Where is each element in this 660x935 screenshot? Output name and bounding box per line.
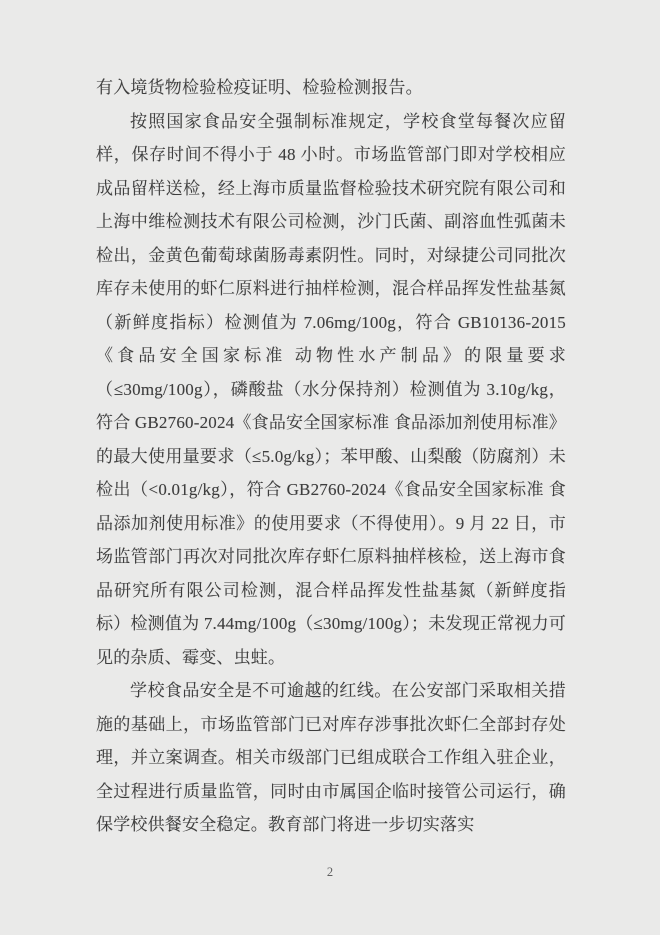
paragraph: 学校食品安全是不可逾越的红线。在公安部门采取相关措施的基础上，市场监管部门已对库存涉事批次虾仁全部封存处理，并立案调查。相关市级部门已组成联合工作组入驻企业，全过程进行质量监管，同时由市属国企临时接管公司运行，确保学校供餐安全稳定。教育部门将进一步切实落实 (96, 681, 566, 834)
paragraph: 按照国家食品安全强制标准规定，学校食堂每餐次应留样，保存时间不得小于 48 小时。市场监管部门即对学校相应成品留样送检，经上海市质量监督检验技术研究院有限公司和上海中维检测技术有限公司检测，沙门氏菌、副溶血性弧菌未检出，金黄色葡萄球菌肠毒素阴性。同时，对绿捷公司同批次库存未使用的虾仁原料进行抽样检测，混合样品挥发性盐基氮（新鲜度指标）检测值为 7.06mg/100g，符合 GB10136-2015《食品安全国家标准 动物性水产制品》的限量要求（≤30mg/100g），磷酸盐（水分保持剂）检测值为 3.10g/kg，符合 GB2760-2024《食品安全国家标准 食品添加剂使用标准》的最大使用量要求（≤5.0g/kg）；苯甲酸、山梨酸（防腐剂）未检出（<0.01g/kg），符合 GB2760-2024《食品安全国家标准 食品添加剂使用标准》的使用要求（不得使用）。9 月 22 日，市场监管部门再次对同批次库存虾仁原料抽样核检，送上海市食品研究所有限公司检测，混合样品挥发性盐基氮（新鲜度指标）检测值为 7.44mg/100g（≤30mg/100g）；未发现正常视力可见的杂质、霉变、虫蛀。 (96, 111, 566, 667)
document-body (96, 71, 566, 842)
page-number: 2 (326, 865, 334, 879)
paragraph: 有入境货物检验检疫证明、检验检测报告。 (96, 78, 423, 97)
